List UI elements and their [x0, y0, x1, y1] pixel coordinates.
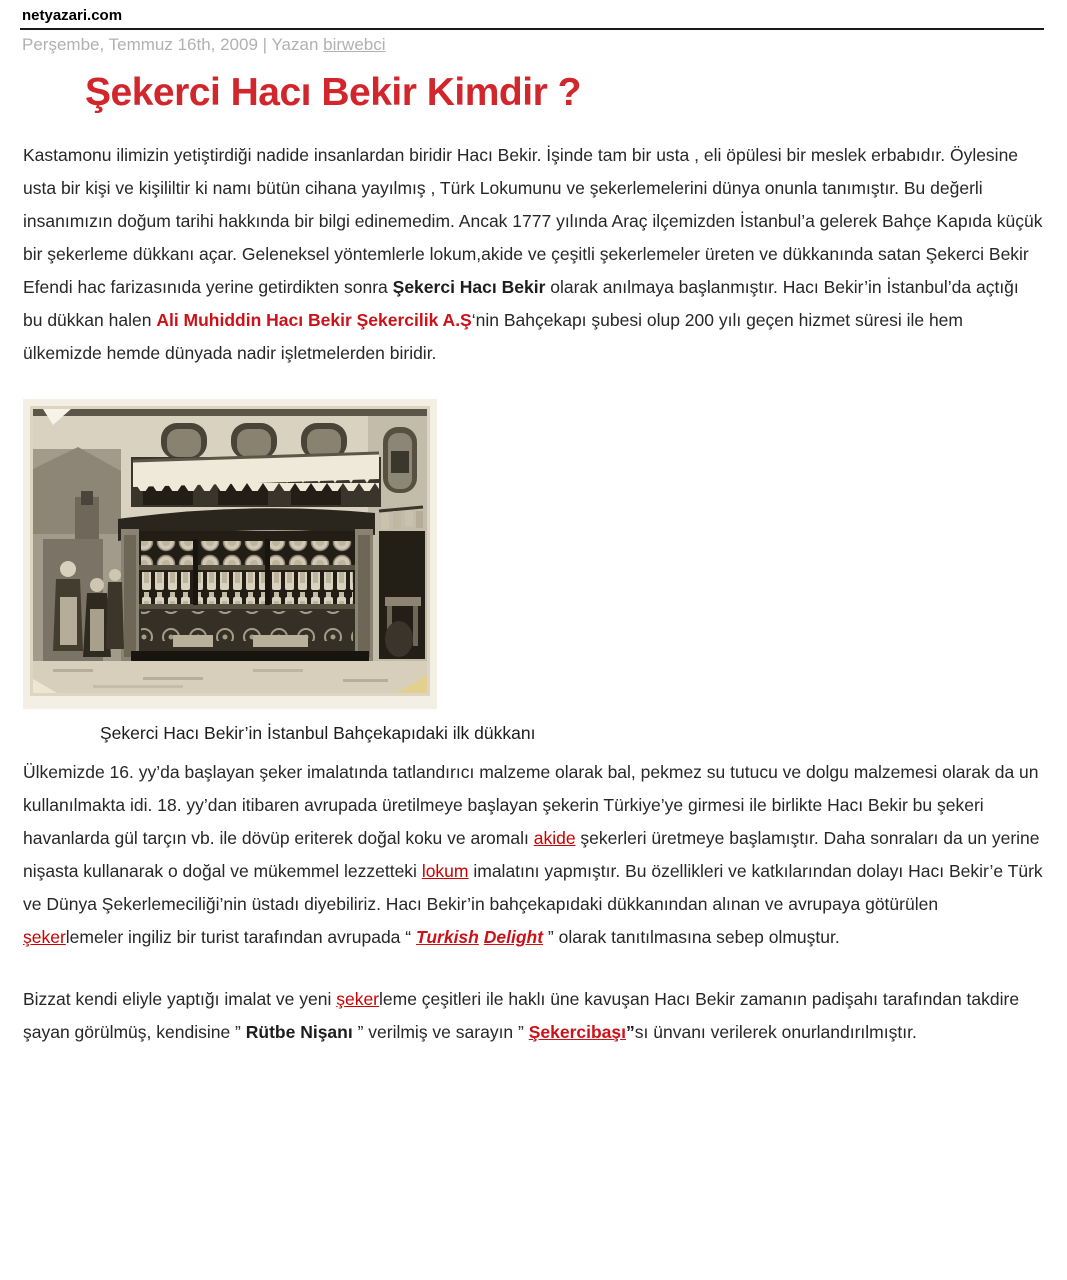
- link-delight[interactable]: Delight: [483, 927, 544, 947]
- storefront: [121, 529, 373, 663]
- text-segment: şekerleri üretmeye başlamıştır. Daha sonraları da un yerine nişasta kullanarak o doğal ve mükemmel lezzetteki: [23, 828, 1040, 881]
- link-seker-2[interactable]: şeker: [336, 989, 380, 1009]
- awning: [133, 453, 379, 491]
- paragraph-2: [23, 756, 1043, 954]
- ground: [33, 661, 427, 693]
- text-segment: ” olarak tanıtılmasına sebep olmuştur.: [543, 927, 840, 947]
- masthead: [0, 0, 1067, 25]
- text-segment: olarak anılmaya başlanmıştır. Hacı Bekir’in İstanbul’da açtığı bu dükkan halen: [23, 277, 1019, 330]
- text-segment: Bizzat kendi eliyle yaptığı imalat ve yeni: [23, 989, 337, 1009]
- date-text: Perşembe, Temmuz 16th, 2009 | Yazan: [22, 35, 324, 54]
- text-segment: Kastamonu ilimizin yetiştirdiği nadide insanlardan biridir Hacı Bekir. İşinde tam bir usta , eli öpülesi bir meslek erbabıdır. Öylesine usta bir kişi ve kişililtir ki namı bütün cihana yayılmış , Türk Lokumunu ve şekerlemelerini dünya onunla tanımıştır. Bu değerli insanımızın doğum tarihi hakkında bir bilgi edinemedim. Ancak 1777 yılında Araç ilçemizden İstanbul’a gelerek Bahçe Kapıda küçük bir şekerleme dükkanı açar. Geleneksel yöntemlerle lokum,akide ve çeşitli şekerlemeler üreten ve dükkanında satan Şekerci Bekir Efendi hac farizasınıda yerine getirdikten sonra: [23, 145, 1043, 297]
- text-segment: leme çeşitleri ile haklı üne kavuşan Hacı Bekir zamanın padişahı tarafından takdire şayan görülmüş, kendisine ”: [23, 989, 1020, 1042]
- link-lokum[interactable]: lokum: [421, 861, 469, 881]
- text-segment-bold: Şekerci Hacı Bekir: [392, 277, 546, 297]
- text-segment-bold: Rütbe Nişanı: [245, 1022, 353, 1042]
- link-akide[interactable]: akide: [533, 828, 576, 848]
- text-segment: imalatını yapmıştır. Bu özellikleri ve katkılarından dolayı Hacı Bekir’e Türk ve Dünya Şekerlemeciliği’nin üstadı diyebiliriz. Hacı Bekir’in bahçekapıdaki dükkanından alınan ve avrupaya götürülen: [23, 861, 1043, 914]
- link-seker-1[interactable]: şeker: [23, 927, 66, 947]
- paragraph-3: [23, 983, 1043, 1049]
- site-title[interactable]: netyazari.com: [22, 7, 123, 24]
- company-name-text: Ali Muhiddin Hacı Bekir Şekercilik A.Ş: [156, 310, 472, 330]
- link-sekercibasi[interactable]: Şekercibaşı: [528, 1022, 627, 1042]
- link-turkish[interactable]: Turkish: [415, 927, 479, 947]
- author-link[interactable]: birwebci: [323, 35, 386, 54]
- photo-caption: Şekerci Hacı Bekir’in İstanbul Bahçekapıdaki ilk dükkanı: [100, 723, 536, 743]
- shop-photo: [23, 399, 437, 709]
- article-body: [23, 139, 1043, 1049]
- text-segment: Ülkemizde 16. yy’da başlayan şeker imalatında tatlandırıcı malzeme olarak bal, pekmez su tutucu ve dolgu malzemesi olarak da un kullanılmakta idi. 18. yy’dan itibaren avrupada üretilmeye başlayan şekerin Türkiye’ye girmesi ile birlikte Hacı Bekir bu şekeri havanlarda gül tarçın vb. ile dövüp eriterek doğal koku ve aromalı: [23, 762, 1039, 848]
- article-photo-figure: [23, 399, 1043, 750]
- text-segment: ‘nin Bahçekapı şubesi olup 200 yılı geçen hizmet süresi ile hem ülkemizde hemde dünyada nadir işletmelerden biridir.: [23, 310, 963, 363]
- text-segment: ” verilmiş ve sarayın ”: [352, 1022, 529, 1042]
- side-window: [383, 427, 417, 493]
- text-segment: lemeler ingiliz bir turist tarafından avrupada “: [65, 927, 416, 947]
- page-title: Şekerci Hacı Bekir Kimdir ?: [85, 71, 581, 114]
- text-segment: sı ünvanı verilerek onurlandırılmıştır.: [634, 1022, 917, 1042]
- header-rule: [20, 28, 1044, 30]
- date-line: [22, 35, 1043, 55]
- text-segment-bold: ”: [626, 1022, 635, 1042]
- paragraph-1: [23, 139, 1043, 370]
